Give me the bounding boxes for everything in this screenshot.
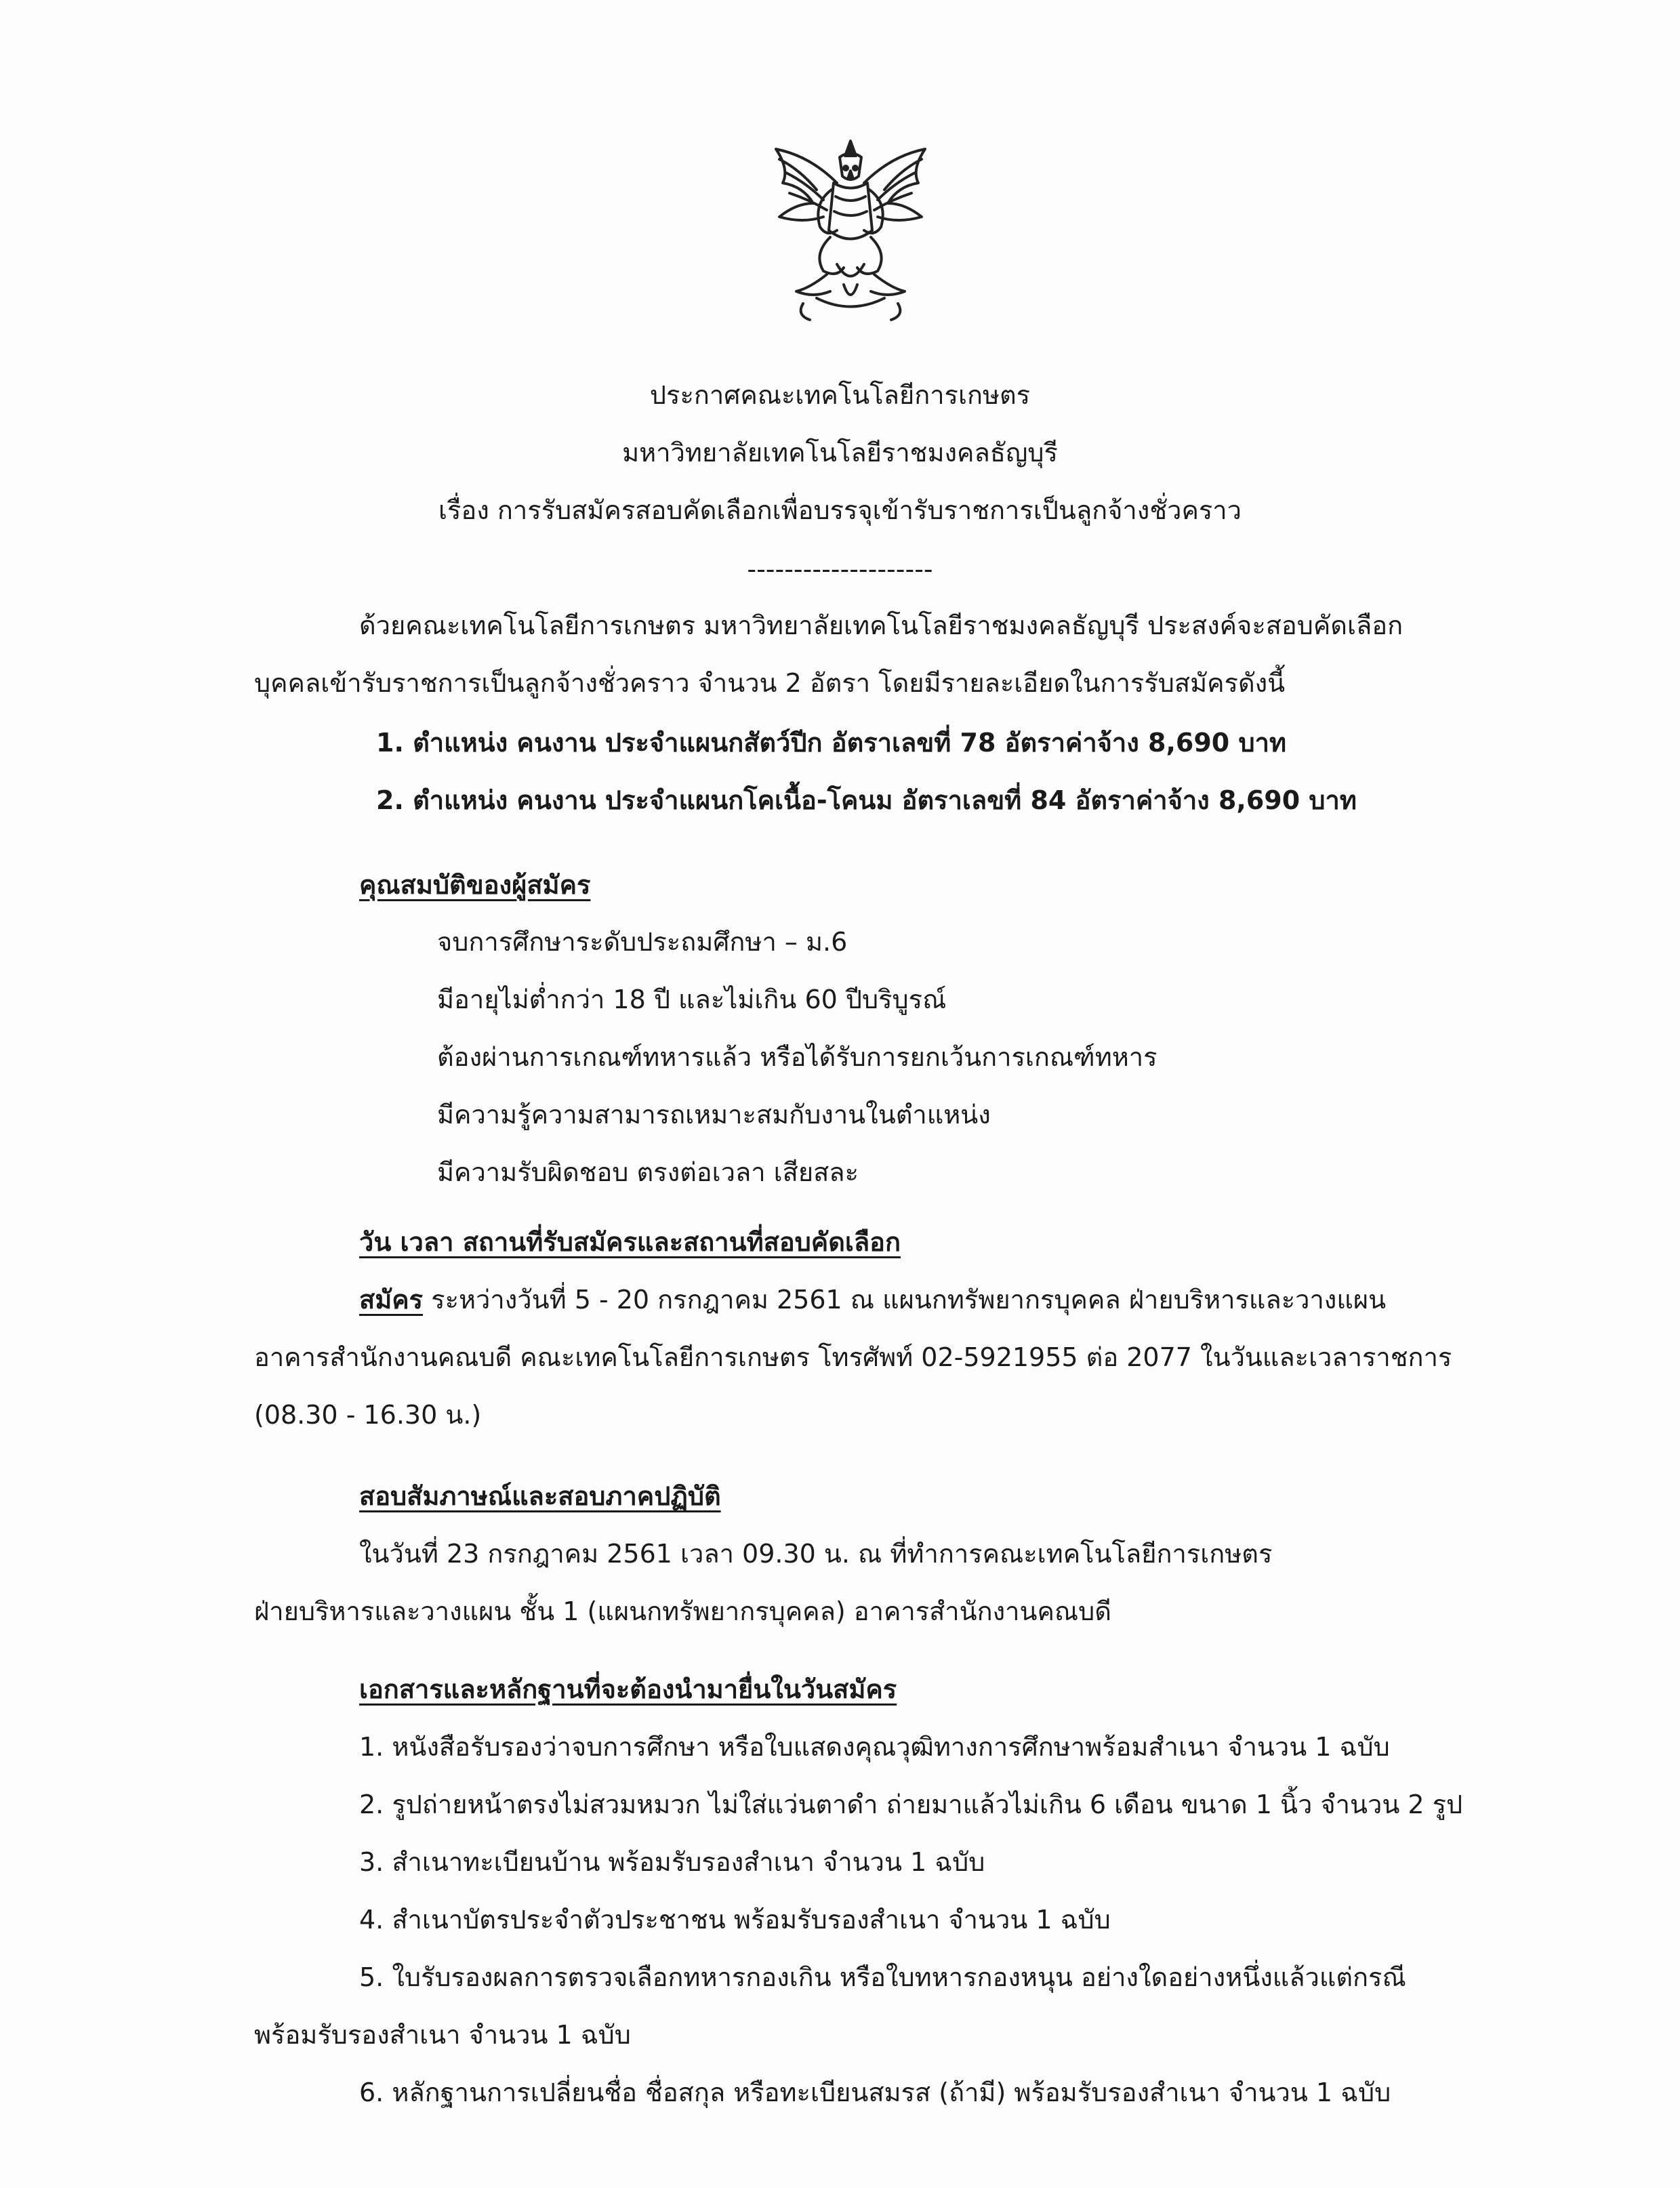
exam-line-1: ในวันที่ 23 กรกฎาคม 2561 เวลา 09.30 น. ณ ที่ทำการคณะเทคโนโลยีการเกษตร bbox=[359, 1539, 1273, 1569]
document-item: 1. หนังสือรับรองว่าจบการศึกษา หรือใบแสดงคุณวุฒิทางการศึกษาพร้อมสำเนา จำนวน 1 ฉบับ bbox=[359, 1732, 1390, 1762]
announcement-title: ประกาศคณะเทคโนโลยีการเกษตร bbox=[649, 380, 1031, 410]
university-name: มหาวิทยาลัยเทคโนโลยีราชมงคลธัญบุรี bbox=[622, 438, 1058, 468]
apply-line-3: (08.30 - 16.30 น.) bbox=[254, 1400, 482, 1430]
header-separator: -------------------- bbox=[747, 554, 933, 584]
qualification-item: มีความรับผิดชอบ ตรงต่อเวลา เสียสละ bbox=[437, 1157, 859, 1187]
intro-line-2: บุคคลเข้ารับราชการเป็นลูกจ้างชั่วคราว จำนวน 2 อัตรา โดยมีรายละเอียดในการรับสมัครดังนี้ bbox=[254, 668, 1286, 698]
position-item: 2. ตำแหน่ง คนงาน ประจำแผนกโคเนื้อ-โคนม อัตราเลขที่ 84 อัตราค่าจ้าง 8,690 บาท bbox=[376, 785, 1357, 815]
apply-detail: ระหว่างวันที่ 5 - 20 กรกฎาคม 2561 ณ แผนกทรัพยากรบุคคล ฝ่ายบริหารและวางแผน bbox=[423, 1285, 1387, 1315]
documents-heading: เอกสารและหลักฐานที่จะต้องนำมายื่นในวันสมัคร bbox=[359, 1674, 897, 1704]
qualification-item: จบการศึกษาระดับประถมศึกษา – ม.6 bbox=[437, 927, 848, 957]
qualification-item: มีอายุไม่ต่ำกว่า 18 ปี และไม่เกิน 60 ปีบริบูรณ์ bbox=[437, 985, 947, 1014]
apply-line-2: อาคารสำนักงานคณบดี คณะเทคโนโลยีการเกษตร โทรศัพท์ 02-5921955 ต่อ 2077 ในวันและเวลาราชการ bbox=[254, 1342, 1452, 1372]
document-item: 2. รูปถ่ายหน้าตรงไม่สวมหมวก ไม่ใส่แว่นตาดำ ถ่ายมาแล้วไม่เกิน 6 เดือน ขนาด 1 นิ้ว จำนวน 2 รูป bbox=[359, 1790, 1463, 1819]
apply-label: สมัคร bbox=[359, 1285, 424, 1315]
schedule-heading: วัน เวลา สถานที่รับสมัครและสถานที่สอบคัดเลือก bbox=[359, 1227, 901, 1257]
exam-line-2: ฝ่ายบริหารและวางแผน ชั้น 1 (แผนกทรัพยากรบุคคล) อาคารสำนักงานคณบดี bbox=[254, 1596, 1111, 1626]
document-item-continuation: พร้อมรับรองสำเนา จำนวน 1 ฉบับ bbox=[254, 2020, 631, 2050]
position-item: 1. ตำแหน่ง คนงาน ประจำแผนกสัตว์ปีก อัตราเลขที่ 78 อัตราค่าจ้าง 8,690 บาท bbox=[376, 728, 1286, 758]
exam-heading: สอบสัมภาษณ์และสอบภาคปฏิบัติ bbox=[359, 1481, 721, 1511]
document-item: 4. สำเนาบัตรประจำตัวประชาชน พร้อมรับรองสำเนา จำนวน 1 ฉบับ bbox=[359, 1905, 1111, 1935]
garuda-emblem-icon bbox=[749, 129, 952, 332]
qualifications-heading: คุณสมบัติของผู้สมัคร bbox=[359, 870, 591, 900]
document-item: 6. หลักฐานการเปลี่ยนชื่อ ชื่อสกุล หรือทะเบียนสมรส (ถ้ามี) พร้อมรับรองสำเนา จำนวน 1 ฉบับ bbox=[359, 2078, 1391, 2107]
announcement-subject: เรื่อง การรับสมัครสอบคัดเลือกเพื่อบรรจุเข้ารับราชการเป็นลูกจ้างชั่วคราว bbox=[438, 495, 1242, 525]
apply-line-1 bbox=[359, 1281, 1386, 1319]
qualification-item: มีความรู้ความสามารถเหมาะสมกับงานในตำแหน่ง bbox=[437, 1100, 991, 1130]
intro-line-1: ด้วยคณะเทคโนโลยีการเกษตร มหาวิทยาลัยเทคโนโลยีราชมงคลธัญบุรี ประสงค์จะสอบคัดเลือก bbox=[359, 611, 1404, 640]
document-item: 3. สำเนาทะเบียนบ้าน พร้อมรับรองสำเนา จำนวน 1 ฉบับ bbox=[359, 1847, 985, 1877]
document-item: 5. ใบรับรองผลการตรวจเลือกทหารกองเกิน หรือใบทหารกองหนุน อย่างใดอย่างหนึ่งแล้วแต่กรณี bbox=[359, 1962, 1406, 1992]
qualification-item: ต้องผ่านการเกณฑ์ทหารแล้ว หรือได้รับการยกเว้นการเกณฑ์ทหาร bbox=[437, 1042, 1157, 1072]
